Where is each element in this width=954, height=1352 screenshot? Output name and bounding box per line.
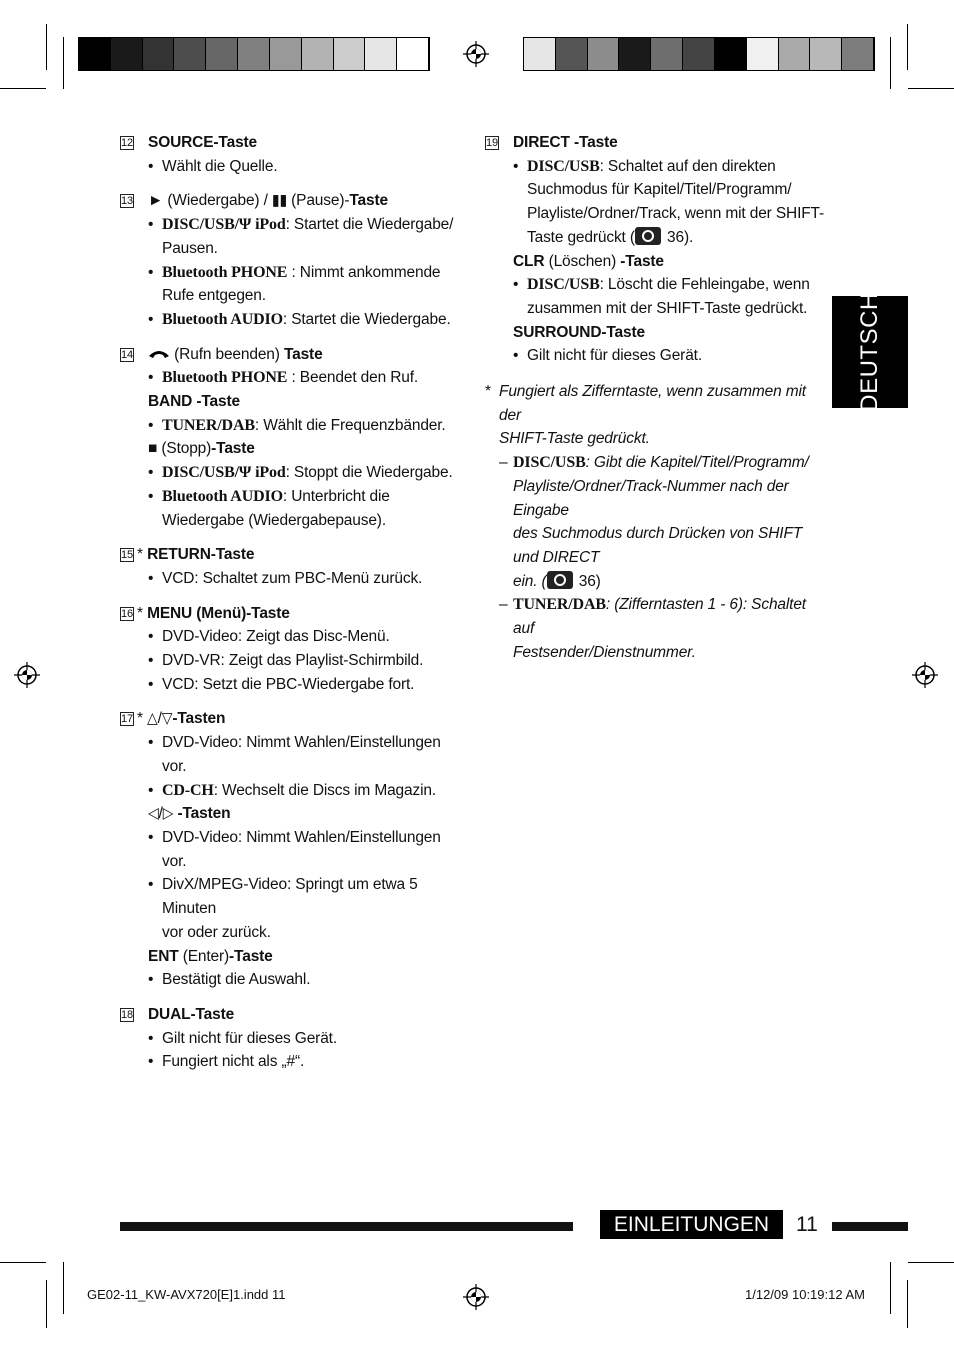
bullet: • Bluetooth AUDIO: Startet die Wiedergabe. bbox=[148, 308, 460, 332]
bullet: • DVD-VR: Zeigt das Playlist-Schirmbild. bbox=[148, 649, 460, 673]
crop-mark bbox=[907, 24, 908, 70]
item-heading: SOURCE-Taste bbox=[148, 134, 258, 151]
item-heading: * RETURN-Taste bbox=[137, 546, 255, 564]
color-swatch bbox=[174, 38, 206, 70]
item-heading: (Rufn beenden) Taste bbox=[148, 343, 460, 367]
color-swatch bbox=[111, 38, 143, 70]
color-swatch bbox=[779, 38, 811, 70]
registration-mark-icon bbox=[463, 1284, 489, 1310]
footer-rule-left bbox=[120, 1222, 573, 1231]
registration-mark-icon bbox=[14, 662, 40, 688]
color-swatch bbox=[556, 38, 588, 70]
language-tab-label: DEUTSCH bbox=[856, 292, 883, 412]
item-heading: DIRECT -Taste bbox=[513, 134, 618, 151]
color-swatch bbox=[143, 38, 175, 70]
slug-file: GE02-11_KW-AVX720[E]1.indd 11 bbox=[87, 1287, 286, 1302]
color-swatch bbox=[619, 38, 651, 70]
hang-up-icon bbox=[148, 348, 170, 360]
bullet: • Wählt die Quelle. bbox=[148, 155, 460, 179]
footnote-text: Fungiert als Zifferntaste, wenn zusammen mit der SHIFT-Taste gedrückt. bbox=[499, 383, 806, 448]
bullet: • DISC/USB/Ψ iPod: Stoppt die Wiedergabe. bbox=[148, 461, 460, 485]
bullet: • DVD-Video: Nimmt Wahlen/Einstellungen vor. bbox=[148, 731, 460, 778]
sub-heading: ■ (Stopp)-Taste bbox=[148, 440, 255, 458]
bullet: • Bestätigt die Auswahl. bbox=[148, 968, 460, 992]
item-18 bbox=[120, 1003, 460, 1074]
crop-mark bbox=[907, 1280, 908, 1328]
bullet: • DISC/USB/Ψ iPod: Startet die Wiedergabe/ Pausen. bbox=[148, 213, 460, 260]
bullet: • VCD: Setzt die PBC-Wiedergabe fort. bbox=[148, 673, 460, 697]
registration-mark-icon bbox=[912, 662, 938, 688]
color-swatch bbox=[365, 38, 397, 70]
item-heading: DUAL-Taste bbox=[148, 1005, 235, 1023]
color-swatch bbox=[842, 38, 874, 70]
color-bar-left bbox=[78, 37, 430, 71]
magnifier-icon bbox=[635, 227, 661, 245]
crop-mark bbox=[908, 1262, 954, 1263]
slug-date: 1/12/09 10:19:12 AM bbox=[745, 1287, 865, 1302]
bullet: • CD-CH: Wechselt die Discs im Magazin. bbox=[148, 779, 460, 803]
item-number: 13 bbox=[121, 195, 133, 208]
color-swatch bbox=[747, 38, 779, 70]
bullet: • TUNER/DAB: Wählt die Frequenzbänder. bbox=[148, 414, 460, 438]
color-swatch bbox=[334, 38, 366, 70]
crop-mark bbox=[0, 1262, 46, 1263]
bullet: • DVD-Video: Zeigt das Disc-Menü. bbox=[148, 625, 460, 649]
item-number: 14 bbox=[121, 348, 133, 361]
crop-mark bbox=[63, 1262, 64, 1314]
color-swatch bbox=[810, 38, 842, 70]
footnote-dash: – DISC/USB: Gibt die Kapitel/Titel/Programm/ Playliste/Ordner/Track-Nummer nach der Eingabe des Suchmodus durch Drücken von SHIFT und DIRECT ein. ( 36) bbox=[499, 454, 809, 590]
color-swatch bbox=[238, 38, 270, 70]
item-15 bbox=[120, 543, 460, 590]
bullet: • Bluetooth AUDIO: Unterbricht die Wiedergabe (Wiedergabepause). bbox=[148, 485, 460, 532]
right-column bbox=[485, 131, 830, 664]
page-number: 11 bbox=[796, 1213, 818, 1236]
bullet: • Bluetooth PHONE : Beendet den Ruf. bbox=[148, 366, 460, 390]
item-heading: * △/▽-Tasten bbox=[137, 710, 226, 728]
item-heading: * MENU (Menü)-Taste bbox=[137, 604, 290, 622]
item-19 bbox=[485, 131, 830, 368]
color-swatch bbox=[651, 38, 683, 70]
bullet: • VCD: Schaltet zum PBC-Menü zurück. bbox=[148, 567, 460, 591]
bullet: • Fungiert nicht als „#“. bbox=[148, 1050, 460, 1074]
color-swatch bbox=[397, 38, 429, 70]
bullet: • DivX/MPEG-Video: Springt um etwa 5 Minuten vor oder zurück. bbox=[148, 873, 460, 944]
color-bar-right bbox=[523, 37, 875, 71]
bullet: • DVD-Video: Nimmt Wahlen/Einstellungen vor. bbox=[148, 826, 460, 873]
sub-heading: SURROUND-Taste bbox=[513, 323, 645, 341]
bullet: • DISC/USB: Schaltet auf den direkten Suchmodus für Kapitel/Titel/Programm/ Playliste/Ordner/Track, wenn mit der SHIFT- Taste gedrückt ( 36). bbox=[513, 155, 830, 250]
color-swatch bbox=[206, 38, 238, 70]
sub-heading: ENT (Enter)-Taste bbox=[148, 947, 273, 965]
crop-mark bbox=[46, 1280, 47, 1328]
language-tab bbox=[832, 292, 908, 412]
bullet: • Gilt nicht für dieses Gerät. bbox=[513, 344, 830, 368]
magnifier-icon bbox=[547, 571, 573, 589]
crop-mark bbox=[0, 88, 46, 89]
bullet: • DISC/USB: Löscht die Fehleingabe, wenn zusammen mit der SHIFT-Taste gedrückt. bbox=[513, 273, 830, 320]
color-swatch bbox=[79, 38, 111, 70]
color-swatch bbox=[588, 38, 620, 70]
item-number: 15 bbox=[121, 549, 133, 562]
sub-heading: ◁/▷ -Tasten bbox=[148, 805, 231, 823]
left-column bbox=[120, 131, 460, 1085]
color-swatch bbox=[270, 38, 302, 70]
footnote: * Fungiert als Zifferntaste, wenn zusammen mit der SHIFT-Taste gedrückt. – DISC/USB: Gibt die Kapitel/Titel/Programm/ Playliste/Ordner/Track-Nummer nach der Eingabe des Suchmodus durch Drücken von SHIFT und DIRECT ein. ( 36) – TUNER/DAB: (Zifferntasten 1 - 6): Schaltet auf Festsender/Dienstnummer. bbox=[485, 380, 830, 664]
sub-heading: BAND -Taste bbox=[148, 393, 240, 411]
color-swatch bbox=[683, 38, 715, 70]
crop-mark bbox=[890, 37, 891, 89]
bullet: • Bluetooth PHONE : Nimmt ankommende Rufe entgegen. bbox=[148, 261, 460, 308]
footer-rule-right bbox=[832, 1222, 908, 1231]
item-number: 18 bbox=[121, 1008, 133, 1021]
item-number: 19 bbox=[486, 137, 498, 149]
registration-mark-icon bbox=[463, 41, 489, 67]
item-13 bbox=[120, 189, 460, 331]
item-16 bbox=[120, 602, 460, 697]
color-swatch bbox=[524, 38, 556, 70]
item-14 bbox=[120, 343, 460, 533]
crop-mark bbox=[46, 24, 47, 70]
item-number: 16 bbox=[121, 607, 133, 620]
item-number: 12 bbox=[121, 137, 133, 149]
item-heading: ► (Wiedergabe) / ▮▮ (Pause)-Taste bbox=[148, 192, 388, 210]
item-17 bbox=[120, 707, 460, 991]
section-title: EINLEITUNGEN bbox=[600, 1210, 783, 1239]
footnote-dash: – TUNER/DAB: (Zifferntasten 1 - 6): Schaltet auf Festsender/Dienstnummer. bbox=[499, 596, 806, 661]
bullet: • Gilt nicht für dieses Gerät. bbox=[148, 1027, 460, 1051]
crop-mark bbox=[890, 1262, 891, 1314]
item-number: 17 bbox=[121, 713, 133, 726]
color-swatch bbox=[302, 38, 334, 70]
color-swatch bbox=[715, 38, 747, 70]
crop-mark bbox=[908, 88, 954, 89]
crop-mark bbox=[63, 37, 64, 89]
item-12 bbox=[120, 131, 460, 178]
sub-heading: CLR (Löschen) -Taste bbox=[513, 252, 664, 270]
